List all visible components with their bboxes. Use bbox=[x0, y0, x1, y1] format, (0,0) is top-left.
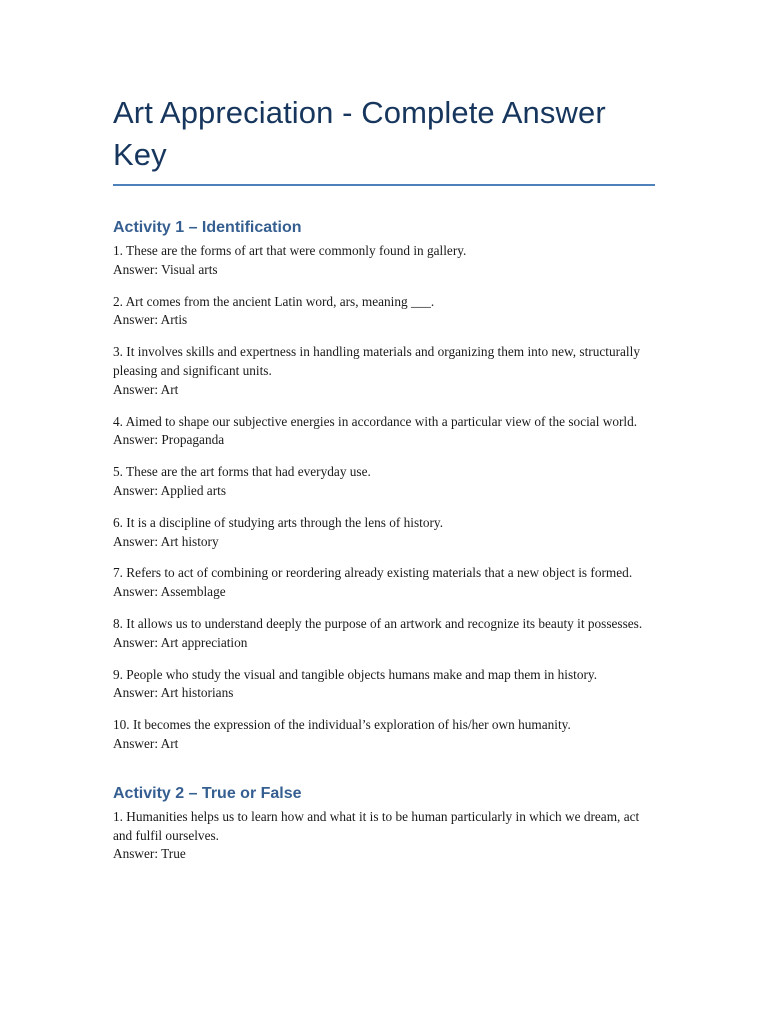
answer-text: Answer: Artis bbox=[113, 312, 188, 328]
question-text: 5. These are the art forms that had everyday use. bbox=[113, 464, 371, 480]
question-text: 7. Refers to act of combining or reordering already existing materials that a new object is formed. bbox=[113, 565, 633, 581]
question-item bbox=[113, 463, 655, 501]
question-item bbox=[113, 716, 655, 754]
question-text: 8. It allows us to understand deeply the purpose of an artwork and recognize its beauty it possesses. bbox=[113, 615, 643, 631]
section-heading: Activity 1 – Identification bbox=[113, 219, 302, 236]
answer-text: Answer: Applied arts bbox=[113, 482, 227, 498]
answer-text: Answer: Assemblage bbox=[113, 584, 226, 600]
question-text: 2. Art comes from the ancient Latin word, ars, meaning ___. bbox=[113, 293, 435, 309]
section-heading: Activity 2 – True or False bbox=[113, 784, 302, 802]
question-text: 1. These are the forms of art that were commonly found in gallery. bbox=[113, 243, 467, 258]
answer-text: Answer: Art bbox=[113, 381, 179, 397]
question-text: 6. It is a discipline of studying arts through the lens of history. bbox=[113, 514, 444, 530]
answer-text: Answer: Art history bbox=[113, 533, 219, 549]
answer-text: Answer: Art historians bbox=[113, 685, 234, 701]
answer-text: Answer: True bbox=[113, 846, 186, 862]
question-item bbox=[113, 343, 655, 399]
document-page bbox=[113, 92, 655, 864]
answer-text: Answer: Visual arts bbox=[113, 261, 218, 277]
question-text: 4. Aimed to shape our subjective energies in accordance with a particular view of the social world. bbox=[113, 413, 638, 429]
answer-text: Answer: Propaganda bbox=[113, 432, 225, 448]
question-text: 9. People who study the visual and tangible objects humans make and map them in history. bbox=[113, 666, 598, 682]
question-item bbox=[113, 242, 655, 280]
answer-text: Answer: Art appreciation bbox=[113, 634, 248, 650]
section-activity-1 bbox=[113, 218, 655, 754]
title-underline bbox=[113, 184, 655, 186]
question-text: 1. Humanities helps us to learn how and what it is to be human particularly in which we dream, act and fulfil ourselves. bbox=[113, 808, 640, 843]
question-item bbox=[113, 666, 655, 704]
question-item bbox=[113, 514, 655, 552]
answer-text: Answer: Art bbox=[113, 735, 179, 751]
question-item bbox=[113, 808, 655, 864]
question-item bbox=[113, 293, 655, 331]
question-text: 10. It becomes the expression of the individual’s exploration of his/her own humanity. bbox=[113, 717, 571, 733]
question-item bbox=[113, 413, 655, 451]
question-item bbox=[113, 615, 655, 653]
page-title: Art Appreciation - Complete Answer Key bbox=[113, 95, 606, 172]
question-item bbox=[113, 564, 655, 602]
section-activity-2 bbox=[113, 784, 655, 864]
question-text: 3. It involves skills and expertness in handling materials and organizing them into new, structurally pleasing and significant units. bbox=[113, 344, 640, 378]
